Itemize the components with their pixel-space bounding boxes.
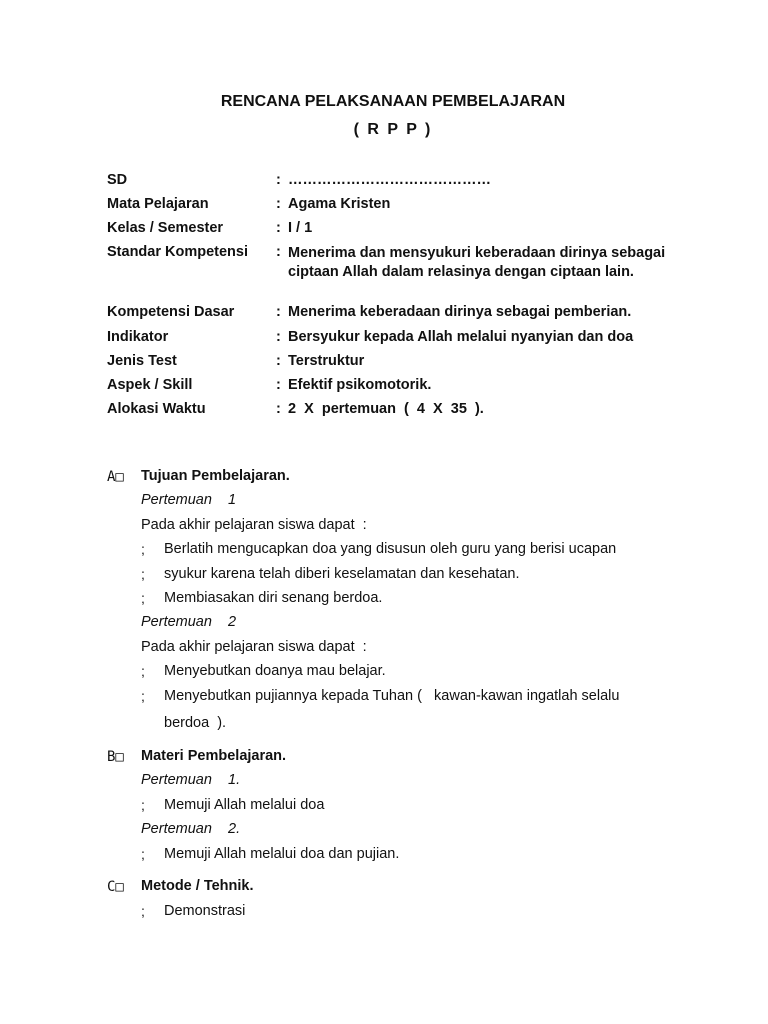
field-value-indikator: Bersyukur kepada Allah melalui nyanyian dan doa <box>288 329 634 345</box>
field-colon: : <box>276 304 281 320</box>
bullet-marker: ; <box>141 903 145 919</box>
bullet-marker: ; <box>141 846 145 862</box>
field-label-sd: SD <box>107 172 128 188</box>
field-label-aspek-skill: Aspek / Skill <box>107 377 193 393</box>
bullet-marker: ; <box>141 797 145 813</box>
intro-text: Pada akhir pelajaran siswa dapat : <box>141 639 367 655</box>
field-colon: : <box>276 377 281 393</box>
list-item: Berlatih mengucapkan doa yang disusun oleh guru yang berisi ucapan <box>164 541 617 557</box>
field-value-kelas-semester: I / 1 <box>288 220 313 236</box>
meeting-label: Pertemuan 2. <box>141 821 241 837</box>
field-value-sd: …………………………………… <box>288 172 491 188</box>
field-label-kelas-semester: Kelas / Semester <box>107 220 224 236</box>
field-colon: : <box>276 220 281 236</box>
field-label-jenis-test: Jenis Test <box>107 353 177 369</box>
field-label-alokasi-waktu: Alokasi Waktu <box>107 401 206 417</box>
meeting-label: Pertemuan 2 <box>141 614 237 630</box>
document-subtitle: ( R P P ) <box>353 121 433 138</box>
field-label-standar-kompetensi: Standar Kompetensi <box>107 244 248 260</box>
list-item: Memuji Allah melalui doa <box>164 797 325 813</box>
list-item: Demonstrasi <box>164 903 246 919</box>
list-item: Menyebutkan pujiannya kepada Tuhan ( kawan-kawan ingatlah selalu <box>164 688 620 704</box>
list-item: Membiasakan diri senang berdoa. <box>164 590 383 606</box>
bullet-marker: ; <box>141 541 145 557</box>
list-item: Menyebutkan doanya mau belajar. <box>164 663 386 679</box>
field-value-kompetensi-dasar: Menerima keberadaan dirinya sebagai pemberian. <box>288 304 632 320</box>
field-colon: : <box>276 244 281 260</box>
bullet-marker: ; <box>141 590 145 606</box>
bullet-marker: ; <box>141 688 145 704</box>
meeting-label: Pertemuan 1. <box>141 772 241 788</box>
section-marker-a: A□ <box>107 469 124 485</box>
document-title: RENCANA PELAKSANAAN PEMBELAJARAN <box>220 93 566 110</box>
field-label-mata-pelajaran: Mata Pelajaran <box>107 196 209 212</box>
field-label-indikator: Indikator <box>107 329 169 345</box>
field-value-aspek-skill: Efektif psikomotorik. <box>288 377 432 393</box>
field-colon: : <box>276 196 281 212</box>
list-item-continuation: berdoa ). <box>164 715 227 731</box>
intro-text: Pada akhir pelajaran siswa dapat : <box>141 517 367 533</box>
section-marker-b: B□ <box>107 749 124 765</box>
field-value-mata-pelajaran: Agama Kristen <box>288 196 391 212</box>
list-item: Memuji Allah melalui doa dan pujian. <box>164 846 400 862</box>
section-marker-c: C□ <box>107 879 124 895</box>
bullet-marker: ; <box>141 663 145 679</box>
section-title-a: Tujuan Pembelajaran. <box>141 468 290 484</box>
field-value-jenis-test: Terstruktur <box>288 353 365 369</box>
field-value-standar-kompetensi: Menerima dan mensyukuri keberadaan dirinya sebagai ciptaan Allah dalam relasinya dengan ciptaan lain. <box>288 245 666 280</box>
list-item: syukur karena telah diberi keselamatan dan kesehatan. <box>164 566 520 582</box>
field-colon: : <box>276 401 281 417</box>
field-colon: : <box>276 172 281 188</box>
field-value-alokasi-waktu: 2 X pertemuan ( 4 X 35 ). <box>288 401 484 417</box>
bullet-marker: ; <box>141 566 145 582</box>
field-colon: : <box>276 353 281 369</box>
section-title-c: Metode / Tehnik. <box>141 878 254 894</box>
field-label-kompetensi-dasar: Kompetensi Dasar <box>107 304 235 320</box>
section-title-b: Materi Pembelajaran. <box>141 748 287 764</box>
meeting-label: Pertemuan 1 <box>141 492 237 508</box>
field-colon: : <box>276 329 281 345</box>
